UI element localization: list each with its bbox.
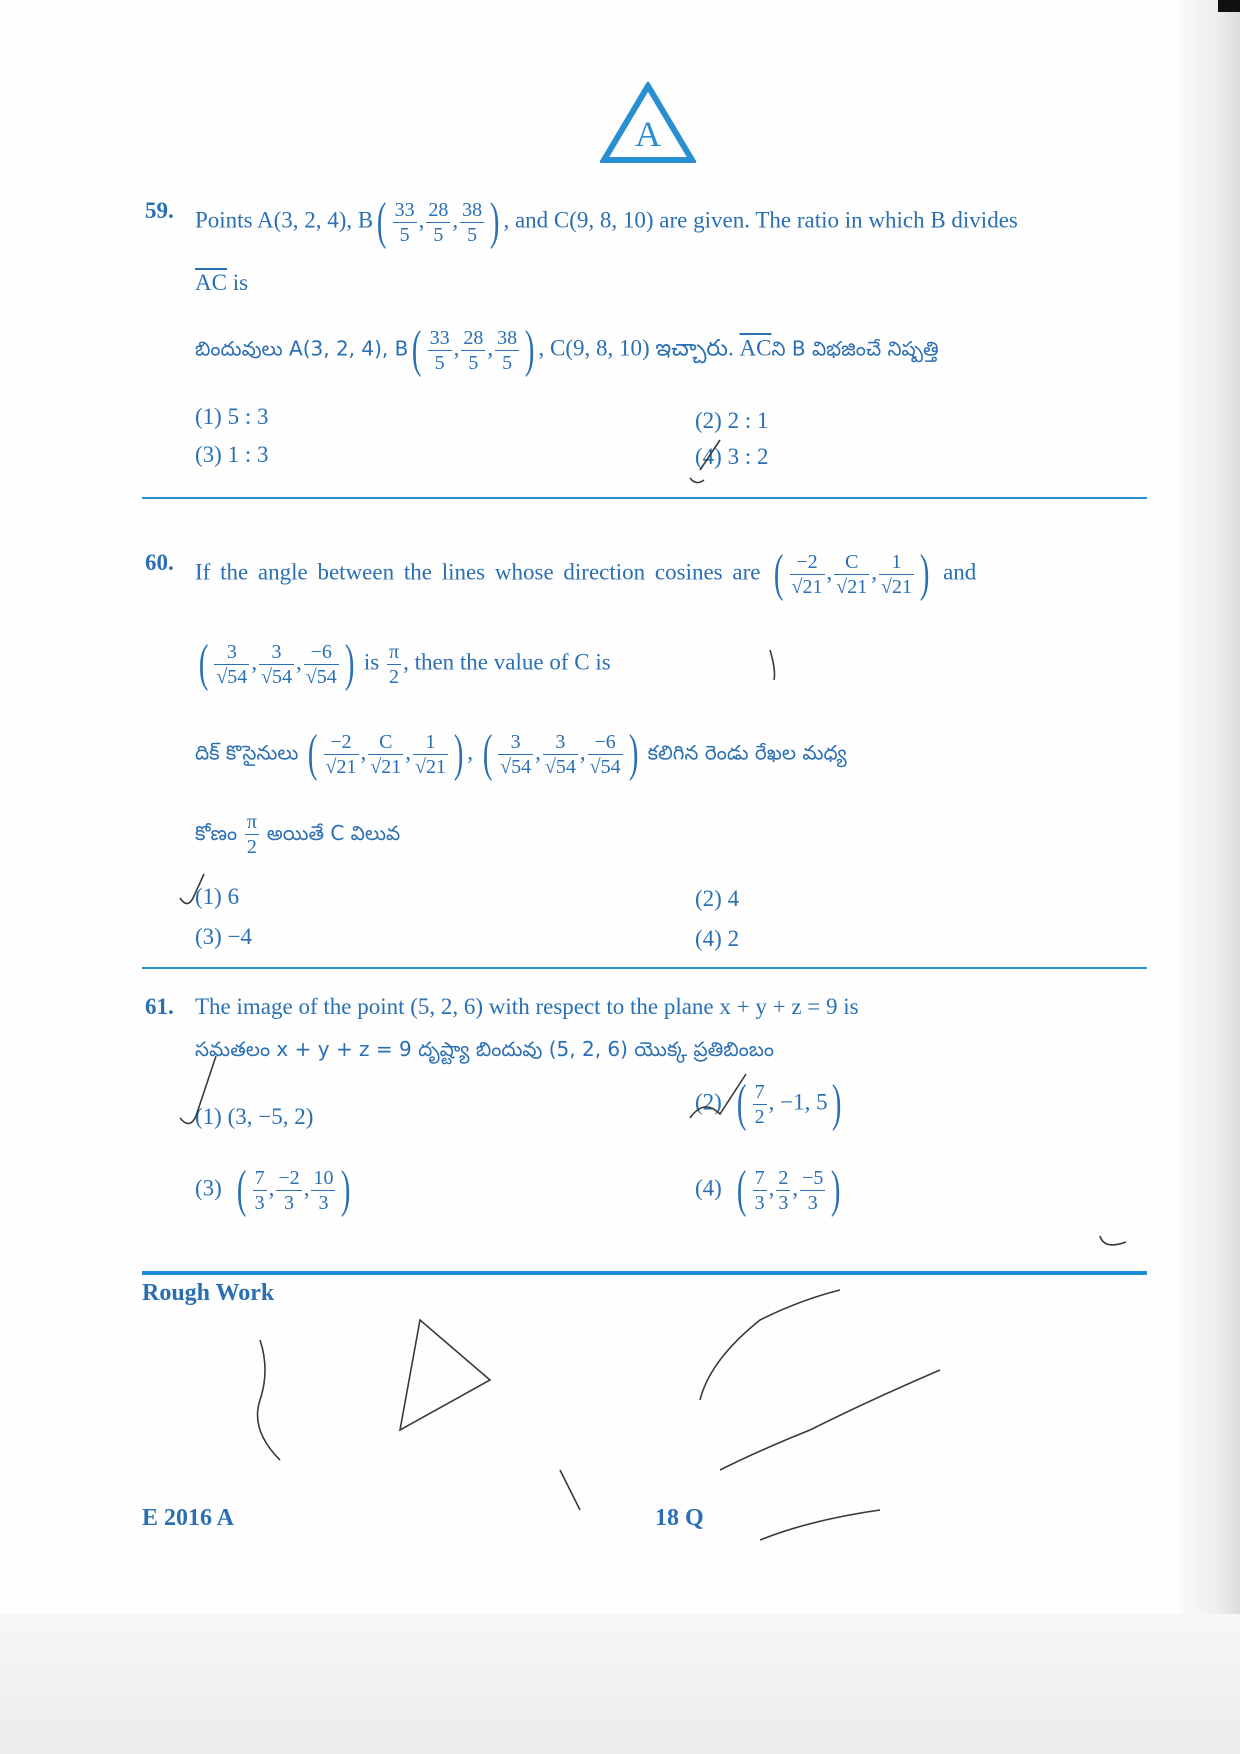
option-2[interactable]: (2) ( $\frac{7}{2}$ , −1, 5)	[695, 1075, 842, 1132]
scan-bottom-band	[0, 1614, 1240, 1754]
option-4[interactable]: (4) ( $\frac{7}{3}$ , $\frac{2}{3}$ , $\frac{-5}{3}$ )	[695, 1161, 841, 1218]
fraction: $\frac{38}{5}$	[462, 198, 483, 246]
question-text-telugu: సమతలం x + y + z = 9 దృష్ట్యా బిందువు (5, 2, 6) యొక్క ప్రతిబింబం	[195, 1037, 774, 1061]
divider	[142, 967, 1147, 969]
option-3[interactable]: (3) ( $\frac{7}{3}$ , $\frac{-2}{3}$ , $\frac{10}{3}$ )	[195, 1161, 351, 1218]
option-1[interactable]: (1) 6	[195, 884, 240, 909]
footer-page-number: 18 Q	[655, 1505, 704, 1531]
rough-work-label: Rough Work	[142, 1280, 275, 1306]
fraction: $\frac{33}{5}$	[394, 198, 415, 246]
option-1[interactable]: (1) 5 : 3	[195, 404, 269, 429]
divider	[142, 497, 1147, 499]
question-number: 59.	[145, 198, 174, 223]
question-text-telugu: బిందువులు A(3, 2, 4), B( $\frac{33}{5}$ , $\frac{28}{5}$ , $\frac{38}{5}$ ) , C(9, 8, 10) ఇచ్చారు. $\overline{AC}ని$ B విభజించే నిష్పత్తి	[195, 321, 939, 378]
option-3[interactable]: (3) 1 : 3	[195, 442, 269, 467]
option-1[interactable]: (1) (3, −5, 2)	[195, 1104, 314, 1129]
option-2[interactable]: (2) 4	[695, 886, 740, 911]
question-number: 60.	[145, 550, 174, 575]
option-2[interactable]: (2) 2 : 1	[695, 408, 769, 433]
rough-work-divider	[142, 1271, 1147, 1275]
question-text-line2: $\overline{AC}$ is	[195, 270, 249, 295]
footer-paper-code: E 2016 A	[142, 1505, 235, 1531]
fraction: $\frac{28}{5}$	[428, 198, 449, 246]
svg-text:A: A	[635, 114, 661, 154]
option-3[interactable]: (3) −4	[195, 924, 253, 949]
scan-edge	[1180, 0, 1240, 1754]
paper-code-logo	[600, 82, 696, 164]
question-text: Points A(3, 2, 4), B( $\frac{33}{5}$ , $\frac{28}{5}$ , $\frac{38}{5}$ ) , and C(9, 8, 10) are given. The ratio in which B divides	[195, 193, 1018, 250]
option-4[interactable]: (4) 2	[695, 926, 740, 951]
question-text-telugu-line2: కోణం $\frac{\pi}{2}$ అయితే C విలువ	[195, 811, 401, 858]
question-text-line2: ( $\frac{3}{√54}$ , $\frac{3}{√54}$ , $\frac{-6}{√54}$ ) is $\frac{\pi}{2}$ , then the value of C is	[198, 635, 611, 692]
option-4[interactable]: (4) 3 : 2	[695, 444, 769, 469]
scan-corner	[1218, 0, 1240, 12]
question-text: The image of the point (5, 2, 6) with respect to the plane x + y + z = 9 is	[195, 994, 859, 1019]
question-text: If the angle between the lines whose direction cosines are ( $\frac{-2}{√21}$ , $\frac{C}{√21}$ , $\frac{1}{√21}$ ) and	[195, 545, 977, 602]
question-text-telugu: దిక్ కొసైనులు ( $\frac{-2}{√21}$ , $\frac{C}{√21}$ , $\frac{1}{√21}$ ) , ( $\frac{3}{√54}$ , $\frac{3}{√54}$ , $\frac{-6}{√54}$ ) కలిగిన రెండు రేఖల మధ్య	[195, 725, 847, 782]
question-number: 61.	[145, 994, 174, 1019]
